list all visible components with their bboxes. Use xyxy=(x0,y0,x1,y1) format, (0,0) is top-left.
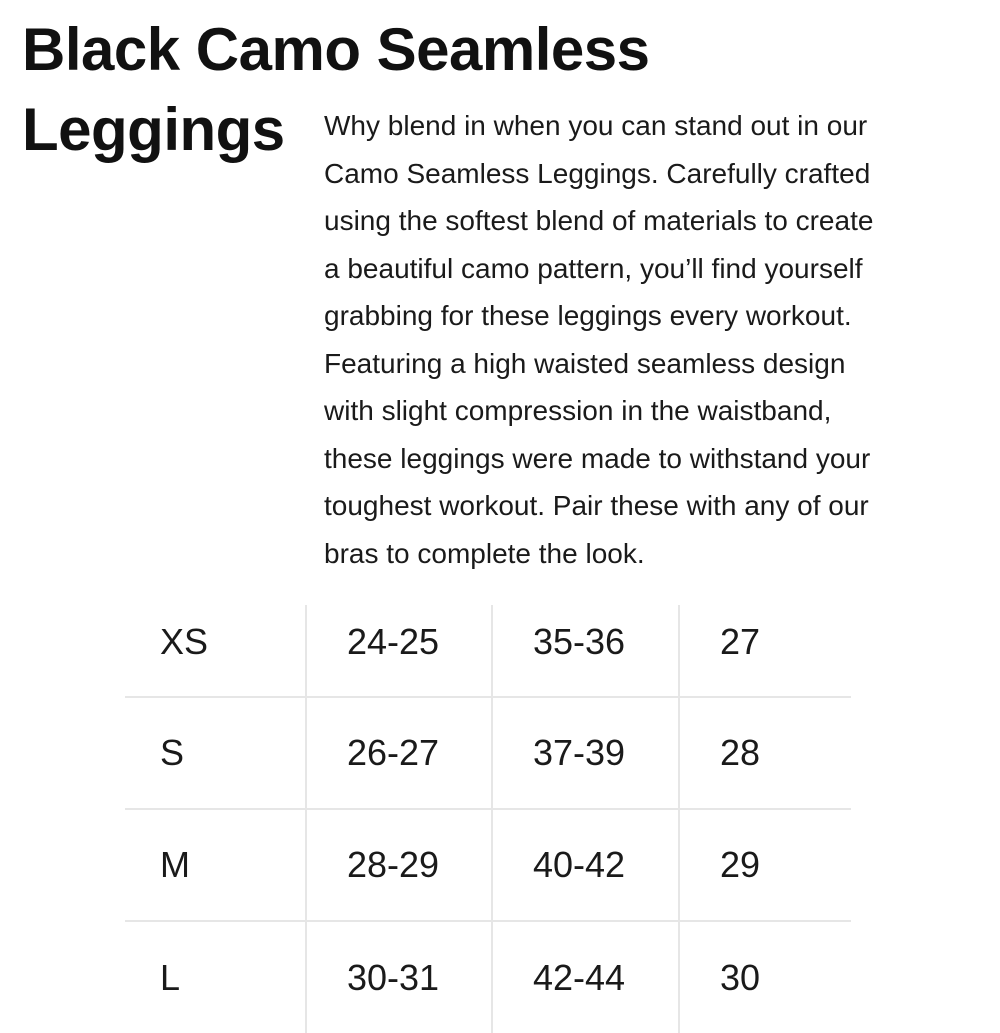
description-line: Why blend in when you can stand out in our xyxy=(324,110,868,141)
measurement-cell: 42-44 xyxy=(492,921,679,1033)
measurement-cell: 28 xyxy=(679,697,851,809)
measurement-cell: 30-31 xyxy=(306,921,492,1033)
measurement-cell: 26-27 xyxy=(306,697,492,809)
measurement-cell: 30 xyxy=(720,956,761,998)
description-line: Camo Seamless Leggings. Carefully crafted xyxy=(324,157,871,189)
product-title-line: Leggings xyxy=(22,96,285,163)
description-line: Featuring a high waisted seamless design xyxy=(324,347,846,379)
description-line: a beautiful camo pattern, you’ll find yourself xyxy=(324,252,863,284)
measurement-cell: 27 xyxy=(679,605,851,697)
description-line: grabbing for these leggings every workout. xyxy=(324,300,852,331)
table-row xyxy=(125,697,851,809)
size-cell: L xyxy=(125,921,306,1033)
size-cell: S xyxy=(125,697,306,809)
size-chart-table xyxy=(125,605,851,1033)
size-cell: M xyxy=(125,809,306,921)
table-row xyxy=(125,809,851,921)
table-row xyxy=(125,921,851,1033)
description-line: with slight compression in the waistband, xyxy=(324,395,832,426)
measurement-cell: 29 xyxy=(679,809,851,921)
product-title-line: Black Camo Seamless xyxy=(22,16,650,83)
description-line: bras to complete the look. xyxy=(324,537,645,569)
measurement-cell: 40-42 xyxy=(492,809,679,921)
measurement-cell: 24-25 xyxy=(306,605,492,697)
description-line: using the softest blend of materials to create xyxy=(324,205,874,236)
table-row xyxy=(125,605,851,697)
size-cell: XS xyxy=(125,605,306,697)
product-description xyxy=(324,102,934,577)
measurement-cell: 35-36 xyxy=(492,605,679,697)
measurement-cell: 37-39 xyxy=(492,697,679,809)
measurement-cell: 28-29 xyxy=(306,809,492,921)
description-line: toughest workout. Pair these with any of our xyxy=(324,490,869,521)
description-line: these leggings were made to withstand your xyxy=(324,442,871,474)
